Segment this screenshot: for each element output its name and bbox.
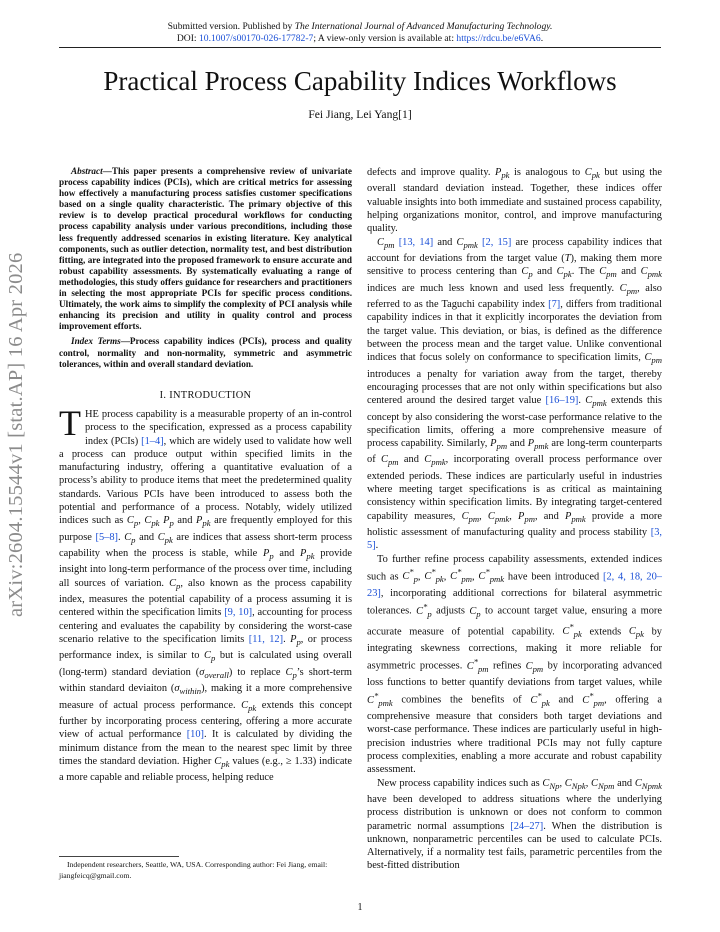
right-column [367, 166, 662, 873]
abstract [59, 166, 352, 332]
header-rule [59, 47, 661, 48]
header-period: . [540, 33, 544, 44]
paper-authors: Fei Jiang, Lei Yang[1] [308, 108, 412, 121]
index-terms-text: —Process capability indices (PCIs), process and quality control, normality and non-normality, symmetric and asymmetric tolerances, within and overall standard deviation. [59, 336, 352, 369]
index-terms [59, 336, 352, 369]
doi-link[interactable]: 10.1007/s00170-026-17782-7 [199, 33, 314, 44]
intro-paragraph-1: THE process capability is a measurable property of an in-control process to the specification, expressed as a process capability index (PCIs) [1–4], which are widely used to validate how well a process can produce output within specified limits in the manufacturing industry, offering a quantitative evaluation of a process’s ability to produce items that meet the predetermined quality standards. Various PCIs have been introduced to assess both the potential and performance of a process. Notably, widely utilized indices such as $C_p$, $C_{pk}$ $P_p$ and $P_{pk}$ are frequently employed for this purpose [5–8]. $C_p$ and $C_{pk}$ are indices that assess short-term process capability when the process is stable, while $P_p$ and $P_{pk}$ provide insight into long-term performance of the process over time, including all sources of variation. $C_p$, also known as the process capability index, measures the potential capability of a process assuming it is centered within the specification limits [9, 10], accounting for process centering and evaluates the capability by considering the worst-case scenario relative to the specification limits [11, 12]. $P_p$, or process performance index, is similar to $C_p$ but is calculated using overall (long-term) standard deviation $(\sigma_{overall})$ to replace $C_p’s$ short-term within standard deviaiton $(\sigma_{within})$, making it a more comprehensive measure of actual process performance. $C_{pk}$ extends this concept further by incorporating process centering, offering a more accurate view of actual performance [10]. It is calculated by dividing the minimum distance from the mean to the nearest spec limit by three times the standard deviation. Higher $C_{pk}$ values (e.g., ≥ 1.33) indicate a more capable and reliable process, helping reduce [59, 402, 353, 784]
left-column [59, 166, 352, 784]
doi-prefix: DOI: [176, 33, 199, 44]
header-line-2 [0, 33, 720, 45]
footnote: Independent researchers, Seattle, WA, USA. Corresponding author: Fei Jiang, email: jiangfeicq@gmail.com. [59, 860, 328, 880]
view-only-text: ; A view-only version is available at: [313, 33, 457, 44]
header-prefix: Submitted version. Published by [167, 21, 295, 32]
paper-title: Practical Process Capability Indices Workflows [103, 66, 617, 96]
view-only-link[interactable]: https://rdcu.be/e6VA6 [456, 33, 541, 44]
footnote-rule [59, 856, 179, 857]
journal-name: The International Journal of Advanced Manufacturing Technology. [294, 21, 553, 32]
abstract-label: Abstract [71, 166, 103, 176]
intro-paragraph-4: New process capability indices such as $C_{Np}$, $C_{Npk}$, $C_{Npm}$ and $C_{Npmk}$ have been developed to address situations where the underlying process distribution is unknown or does not conform to common parametric normal assumptions [24–27]. When the distribution is unknown, nonparametric percentiles can be used to calculate PCIs. Alternatively, if a normality test fails, parametric percentiles from the best-fitted distribution [367, 777, 662, 872]
arxiv-stamp: arXiv:2604.15544v1 [stat.AP] 16 Apr 2026 [5, 252, 27, 617]
page-number: 1 [357, 902, 363, 913]
intro-paragraph-1-cont: defects and improve quality. $P_{pk}$ is analogous to $C_{pk}$ but using the overall standard deviation instead. Together, these indices offer valuable insights into both immediate and sustained process capability, helping organizations monitor, control, and improve manufacturing quality. [367, 167, 662, 235]
abstract-text: —This paper presents a comprehensive review of univariate process capability indices (PCIs), which are critical metrics for assessing how effectively a manufacturing process satisfies customer specifications based on a single quality characteristic. The primary objective of this review is to develop practical procedural workflows for conducting process capability analysis under various preconditions, including those less frequently addressed scenarios in existing literature. Key analytical components, such as outlier detection, normality test, and best distribution fitting, are integrated into the proposed framework to ensure accurate and robust capability assessments. By systematically evaluating a range of methodologies, this study offers guidance for researchers and practitioners in selecting the most appropriate PCIs for specific process conditions. Ultimately, the work aims to simplify the complexity of PCI analysis while enhancing its precision and utility in quality control and process improvement efforts. [59, 166, 352, 332]
dropcap: T [59, 402, 81, 443]
intro-paragraph-2: $C_{pm}$ [13, 14] and $C_{pmk}$ [2, 15] are process capability indices that account for deviations from the target value (T), making them more sensitive to process centering than $C_p$ and $C_{pk}$. The $C_{pm}$ and $C_{pmk}$ indices are much less known and used less frequently. $C_{pm}$, also referred to as the Taguchi capability index [7], differs from traditional capability indices in that it explicitly incorporates the deviation from the target value. This deviation, or bias, is defined as the difference between the process mean and the target value. Unlike conventional indices that focus solely on conformance to specification limits, $C_{pm}$ introduces a penalty for variation away from the target, thereby encouraging processes that are not only within specifications but also centered around the desired target value [16–19]. $C_{pmk}$ extends this concept by also considering the worst-case performance relative to the specification limits, offering a more comprehensive measure of process capability. Similarly, $P_{pm}$ and $P_{pmk}$ are long-term counterparts of $C_{pm}$ and $C_{pmk}$, incorporating overall process performance over extended periods. These indices are particularly useful in industries where meeting target specifications is as critical as maintaining consistency within specification limits. By integrating target-centered capability measures, $C_{pm}$, $C_{pmk}$, $P_{pm}$, and $P_{pmk}$ provide a more holistic assessment of manufacturing quality and process stability [3, 5]. [367, 236, 663, 552]
intro-paragraph-3: To further refine process capability assessments, extended indices such as $C^*_p$, $C^*_{pk}$, $C^*_{pm}$, $C^*_{pmk}$ have been introduced [2, 4, 18, 20–23], incorporating additional corrections for bilateral asymmetric tolerances. $C^*_p$ adjusts $C_p$ to account target value, ensuring a more accurate measure of potential capability. $C^*_{pk}$ extends $C_{pk}$ by integrating skewness corrections, making it more reliable for asymmetric processes. $C^*_{pm}$ refines $C_{pm}$ by incorporating advanced loss functions to better quantify deviations from target values, while $C^*_{pmk}$ combines the benefits of $C^*_{pk}$ and $C^*_{pm}$, offering a comprehensive measure that considers both target deviations and worst-case performance. These indices are particularly useful in high-precision industries where traditional PCIs may not fully capture process complexities, enabling a more accurate and robust capability assessment. [367, 553, 663, 776]
section-heading-introduction: I. INTRODUCTION [159, 389, 252, 401]
index-terms-label: Index Terms [71, 336, 121, 347]
header-line-1 [0, 21, 720, 33]
